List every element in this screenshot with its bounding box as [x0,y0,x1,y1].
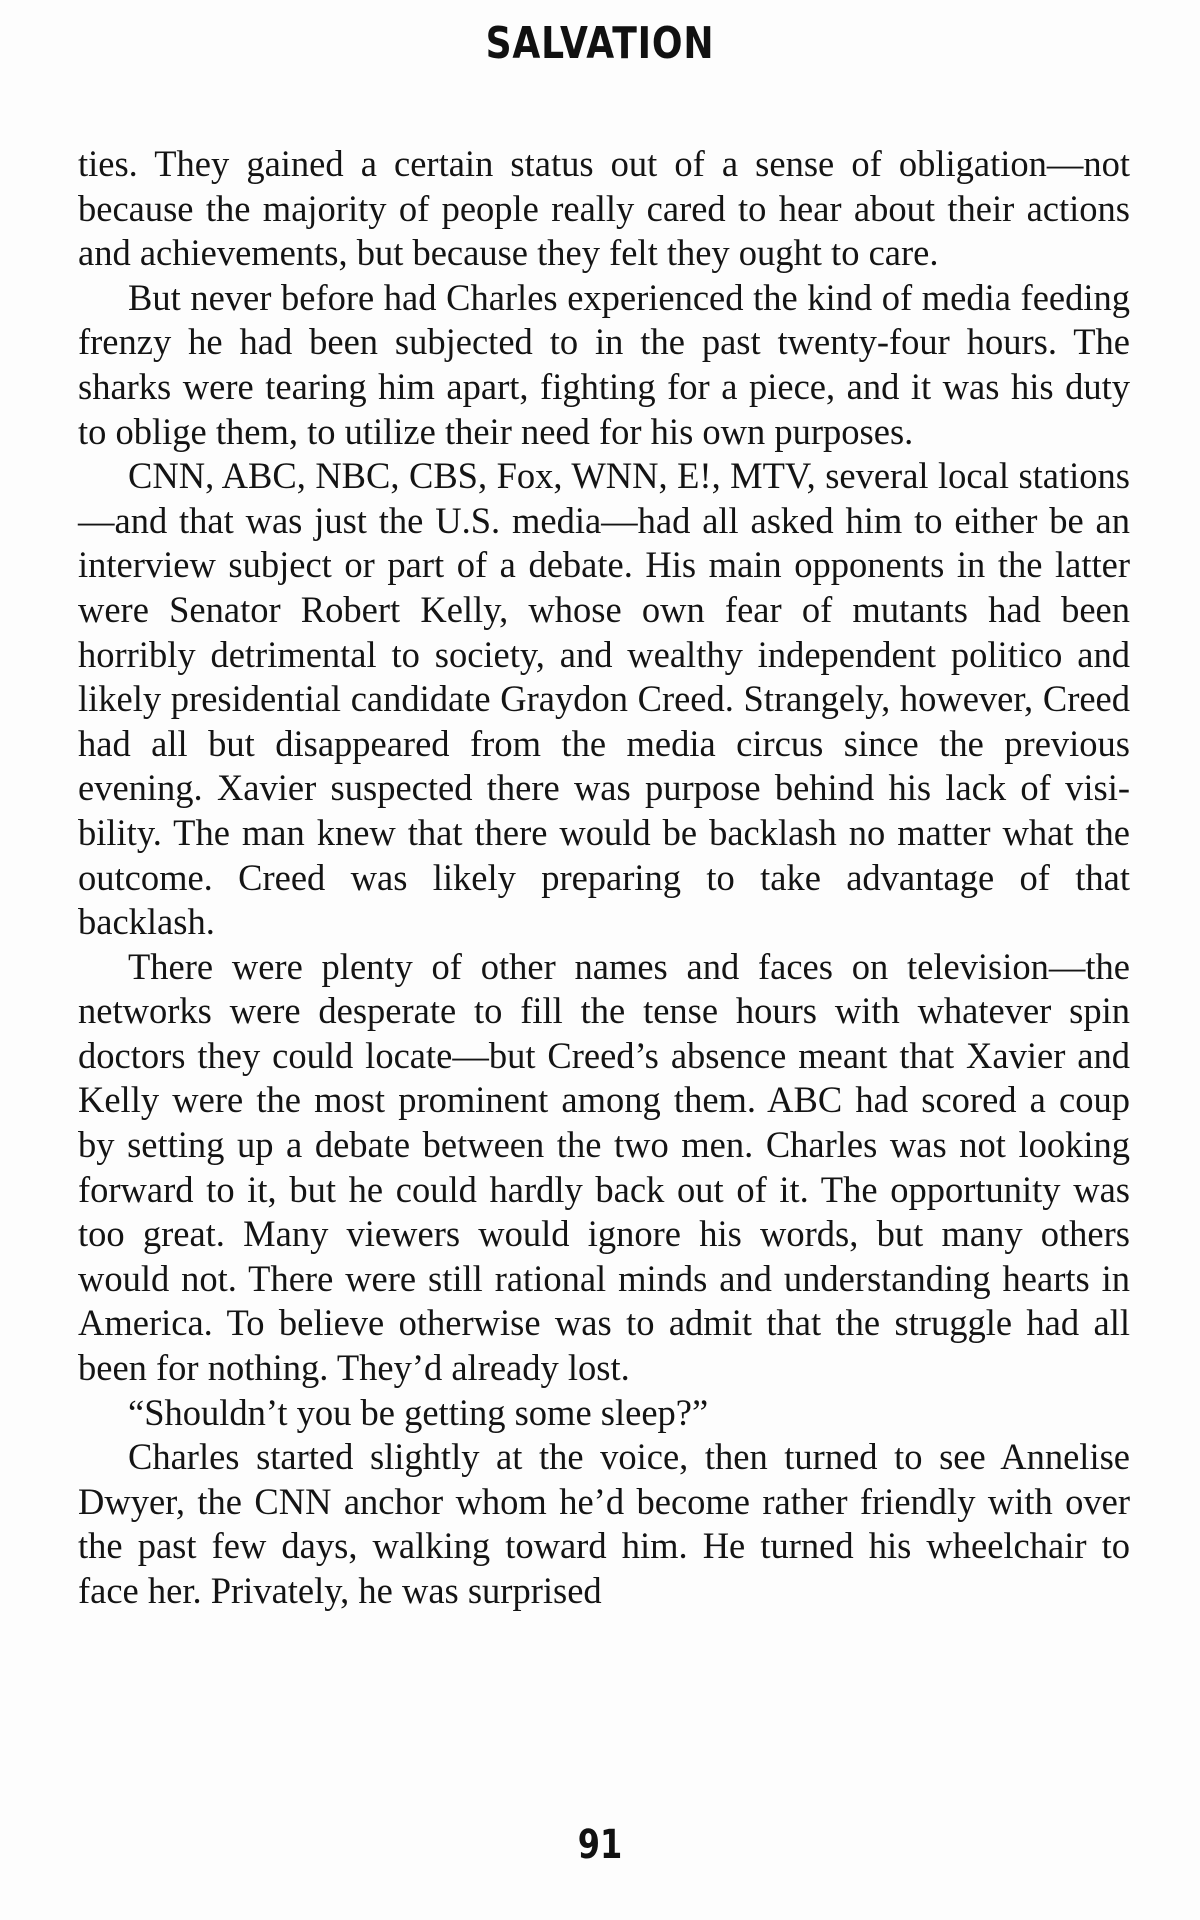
running-head: SALVATION [485,18,715,69]
page-number: 91 [577,1822,623,1868]
paragraph: But never before had Charles experienced the kind of media feeding frenzy he had been subjected to in the past twenty-four hours. The sharks were tearing him apart, fighting for a piece, and it was his duty to oblige them, to utilize their need for his own purposes. [78,276,1130,452]
paragraph: CNN, ABC, NBC, CBS, Fox, WNN, E!, MTV, several local stations—and that was just the U.S. media—had all asked him to either be an interview subject or part of a debate. His main opponents in the latter were Senator Robert Kelly, whose own fear of mutants had been horribly detrimental to society, and wealthy independent politico and likely presidential candidate Graydon Creed. Strangely, however, Creed had all but disappeared from the media circus since the previous evening. Xavier suspected there was purpose behind his lack of visibility. The man knew that there would be backlash no matter what the outcome. Creed was likely preparing to take advantage of that backlash. [78,455,1130,943]
paragraph: Charles started slightly at the voice, then turned to see Annelise Dwyer, the CNN anchor whom he’d become rather friendly with over the past few days, walking toward him. He turned his wheelchair to face her. Privately, he was surprised [78,1436,1130,1611]
paragraph: “Shouldn’t you be getting some sleep?” [128,1391,709,1433]
paragraph: There were plenty of other names and faces on television—the networks were desperate to fill the tense hours with whatever spin doctors they could locate—but Creed’s absence meant that Xavier and Kelly were the most prominent among them. ABC had scored a coup by setting up a debate between the two men. Charles was not looking forward to it, but he could hardly back out of it. The opportunity was too great. Many viewers would ignore his words, but many others would not. There were still rational minds and understanding hearts in America. To believe otherwise was to admit that the struggle had all been for nothing. They’d already lost. [78,945,1130,1389]
body-text [78,142,1130,1614]
paragraph: ties. They gained a certain status out of a sense of obligation—not because the majority of people really cared to hear about their actions and achievements, but because they felt they ought to care. [78,143,1130,274]
